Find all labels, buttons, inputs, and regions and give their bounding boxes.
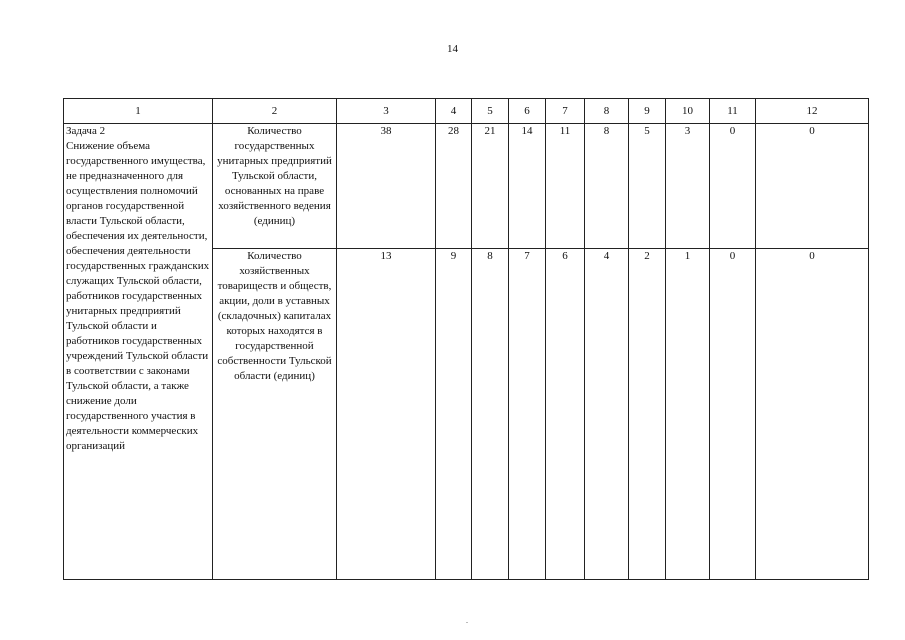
header-cell: 3 <box>337 99 436 124</box>
value-cell: 14 <box>509 124 546 249</box>
value-cell: 9 <box>436 249 472 580</box>
header-cell: 9 <box>629 99 666 124</box>
header-cell: 5 <box>472 99 509 124</box>
task-text: Задача 2 Снижение объема государственного имущества, не предназначенного для осуществления полномочий органов государственной власти Тульской области, обеспечения их деятельности, обеспечения деятельности государственных гражданских служащих Тульской области, работников государственных унитарных предприятий Тульской области и работников государственных учреждений Тульской области в соответствии с законами Тульской области, а также снижение доли государственного участия в деятельности коммерческих организаций <box>66 125 210 452</box>
header-cell: 1 <box>64 99 213 124</box>
task-cell <box>64 124 213 580</box>
header-cell: 2 <box>213 99 337 124</box>
value-cell: 3 <box>666 124 710 249</box>
value-cell: 0 <box>710 124 756 249</box>
value-cell: 21 <box>472 124 509 249</box>
header-row <box>64 99 869 124</box>
value-cell: 1 <box>666 249 710 580</box>
value-cell: 0 <box>756 249 869 580</box>
value-cell: 38 <box>337 124 436 249</box>
header-cell: 4 <box>436 99 472 124</box>
page-number: 14 <box>447 43 458 55</box>
value-cell: 4 <box>585 249 629 580</box>
indicator-cell: Количество государственных унитарных предприятий Тульской области, основанных на праве хозяйственного ведения (единиц) <box>213 124 337 249</box>
header-cell: 11 <box>710 99 756 124</box>
indicators-table <box>63 98 869 580</box>
value-cell: 6 <box>546 249 585 580</box>
value-cell: 28 <box>436 124 472 249</box>
value-cell: 8 <box>472 249 509 580</box>
value-cell: 2 <box>629 249 666 580</box>
table-row <box>64 124 869 249</box>
scan-speck <box>466 622 468 623</box>
value-cell: 0 <box>710 249 756 580</box>
header-cell: 6 <box>509 99 546 124</box>
value-cell: 5 <box>629 124 666 249</box>
header-cell: 8 <box>585 99 629 124</box>
header-cell: 10 <box>666 99 710 124</box>
value-cell: 8 <box>585 124 629 249</box>
header-cell: 12 <box>756 99 869 124</box>
header-cell: 7 <box>546 99 585 124</box>
value-cell: 7 <box>509 249 546 580</box>
value-cell: 13 <box>337 249 436 580</box>
value-cell: 11 <box>546 124 585 249</box>
value-cell: 0 <box>756 124 869 249</box>
indicator-cell: Количество хозяйственных товариществ и обществ, акции, доли в уставных (складочных) капиталах которых находятся в государственной собственности Тульской области (единиц) <box>213 249 337 580</box>
